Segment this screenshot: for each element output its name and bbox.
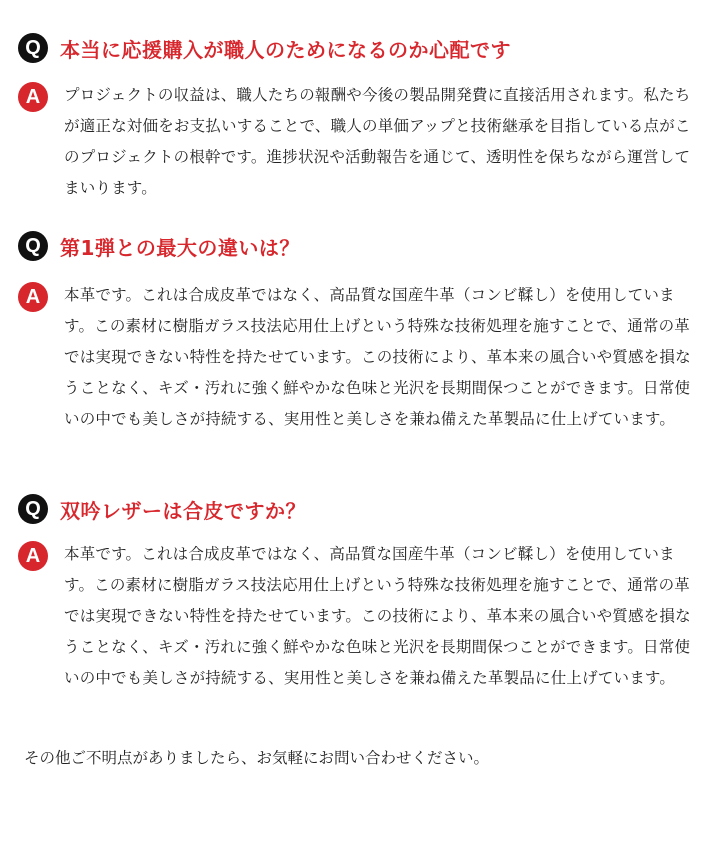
a-badge: A — [18, 82, 48, 112]
a-badge: A — [18, 282, 48, 312]
closing-note: その他ご不明点がありましたら、お気軽にお問い合わせください。 — [24, 749, 490, 767]
q-badge: Q — [18, 231, 48, 261]
q-badge: Q — [18, 33, 48, 63]
question-row — [18, 33, 511, 63]
question-row — [18, 494, 306, 524]
answer-text: 本革です。これは合成皮革ではなく、高品質な国産牛革（コンビ鞣し）を使用しています。この素材に樹脂ガラス技法応用仕上げという特殊な技術処理を施すことで、通常の革では実現できない特性を持たせています。この技術により、革本来の風合いや質感を損なうことなく、キズ・汚れに強く鮮やかな色味と光沢を長期間保つことができます。日常使いの中でも美しさが持続する、実用性と美しさを兼ね備えた革製品に仕上げています。 — [64, 545, 691, 687]
answer-row — [18, 280, 698, 435]
question-heading: 本当に応援購入が職人のためになるのか心配です — [60, 37, 511, 62]
a-badge: A — [18, 541, 48, 571]
question-row — [18, 231, 300, 261]
answer-text: 本革です。これは合成皮革ではなく、高品質な国産牛革（コンビ鞣し）を使用しています。この素材に樹脂ガラス技法応用仕上げという特殊な技術処理を施すことで、通常の革では実現できない特性を持たせています。この技術により、革本来の風合いや質感を損なうことなく、キズ・汚れに強く鮮やかな色味と光沢を長期間保つことができます。日常使いの中でも美しさが持続する、実用性と美しさを兼ね備えた革製品に仕上げています。 — [64, 286, 691, 428]
answer-row — [18, 80, 698, 204]
answer-text: プロジェクトの収益は、職人たちの報酬や今後の製品開発費に直接活用されます。私たちが適正な対価をお支払いすることで、職人の単価アップと技術継承を目指している点がこのプロジェクトの根幹です。進捗状況や活動報告を通じて、透明性を保ちながら運営してまいります。 — [64, 86, 691, 197]
q-badge: Q — [18, 494, 48, 524]
answer-row — [18, 539, 698, 694]
question-heading: 双吟レザーは合皮ですか？ — [60, 498, 306, 523]
question-heading: 第1弾との最大の違いは？ — [60, 235, 300, 260]
